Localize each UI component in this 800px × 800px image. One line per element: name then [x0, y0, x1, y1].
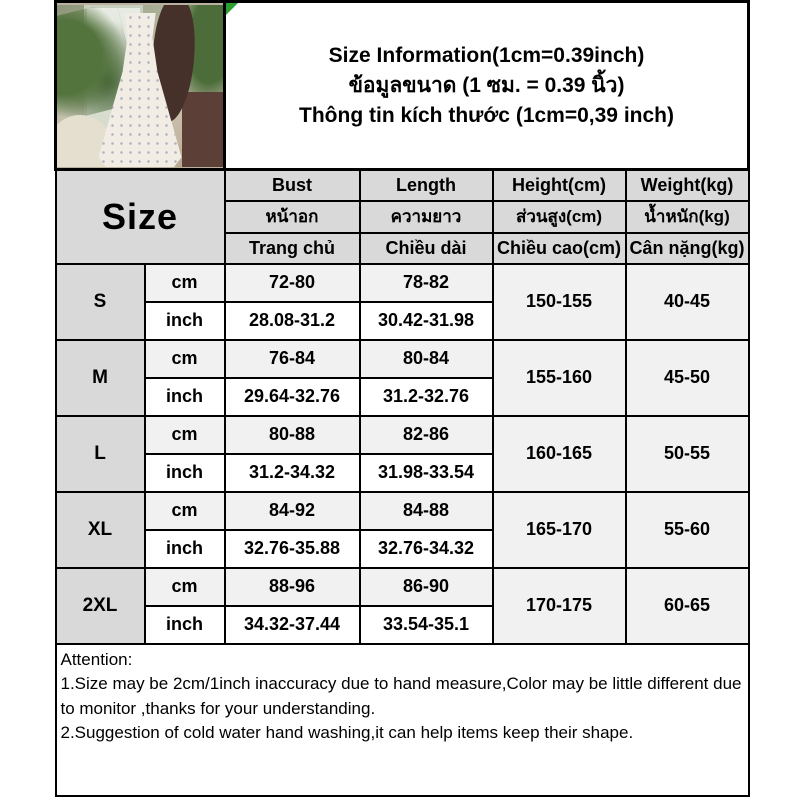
unit-inch-label: inch — [145, 530, 225, 568]
s-length-cm: 78-82 — [360, 264, 493, 302]
header-weight-th: น้ำหนัก(kg) — [626, 201, 749, 233]
2xl-length-inch: 33.54-35.1 — [360, 606, 493, 644]
m-bust-cm: 76-84 — [225, 340, 360, 378]
header-length-th: ความยาว — [360, 201, 493, 233]
size-s-label: S — [56, 264, 145, 340]
unit-cm-label: cm — [145, 416, 225, 454]
unit-cm-label: cm — [145, 340, 225, 378]
product-photo — [57, 5, 223, 167]
xl-bust-inch: 32.76-35.88 — [225, 530, 360, 568]
l-length-inch: 31.98-33.54 — [360, 454, 493, 492]
xl-length-cm: 84-88 — [360, 492, 493, 530]
size-2xl-label: 2XL — [56, 568, 145, 644]
l-bust-inch: 31.2-34.32 — [225, 454, 360, 492]
header-weight-en: Weight(kg) — [626, 170, 749, 201]
size-xl-label: XL — [56, 492, 145, 568]
photo-cabinet — [182, 92, 224, 167]
xl-bust-cm: 84-92 — [225, 492, 360, 530]
size-l-label: L — [56, 416, 145, 492]
title-th: ข้อมูลขนาด (1 ซม. = 0.39 นิ้ว) — [348, 73, 625, 97]
s-bust-inch: 28.08-31.2 — [225, 302, 360, 340]
header-bust-en: Bust — [225, 170, 360, 201]
xl-weight: 55-60 — [626, 492, 749, 568]
l-bust-cm: 80-88 — [225, 416, 360, 454]
unit-cm-label: cm — [145, 264, 225, 302]
header-bust-vi: Trang chủ — [225, 233, 360, 264]
xl-height: 165-170 — [493, 492, 626, 568]
attention-line-1: 1.Size may be 2cm/1inch inaccuracy due to hand measure,Color may be little different due to monitor ,thanks for your understanding. — [60, 674, 742, 718]
xl-length-inch: 32.76-34.32 — [360, 530, 493, 568]
s-weight: 40-45 — [626, 264, 749, 340]
header-height-en: Height(cm) — [493, 170, 626, 201]
l-length-cm: 82-86 — [360, 416, 493, 454]
green-corner-accent-icon — [226, 3, 238, 15]
header-height-th: ส่วนสูง(cm) — [493, 201, 626, 233]
l-height: 160-165 — [493, 416, 626, 492]
header-height-vi: Chiều cao(cm) — [493, 233, 626, 264]
s-length-inch: 30.42-31.98 — [360, 302, 493, 340]
m-length-cm: 80-84 — [360, 340, 493, 378]
l-weight: 50-55 — [626, 416, 749, 492]
title-en: Size Information(1cm=0.39inch) — [328, 43, 645, 67]
title-vi: Thông tin kích thước (1cm=0,39 inch) — [299, 103, 674, 127]
header-length-en: Length — [360, 170, 493, 201]
unit-cm-label: cm — [145, 492, 225, 530]
size-m-label: M — [56, 340, 145, 416]
2xl-length-cm: 86-90 — [360, 568, 493, 606]
header-bust-th: หน้าอก — [225, 201, 360, 233]
2xl-height: 170-175 — [493, 568, 626, 644]
unit-inch-label: inch — [145, 454, 225, 492]
attention-note — [56, 644, 749, 796]
unit-cm-label: cm — [145, 568, 225, 606]
2xl-weight: 60-65 — [626, 568, 749, 644]
header-weight-vi: Cân nặng(kg) — [626, 233, 749, 264]
2xl-bust-cm: 88-96 — [225, 568, 360, 606]
attention-title: Attention: — [60, 649, 133, 669]
m-weight: 45-50 — [626, 340, 749, 416]
attention-line-2: 2.Suggestion of cold water hand washing,it can help items keep their shape. — [60, 723, 634, 743]
size-column-header: Size — [56, 170, 225, 264]
header-length-vi: Chiều dài — [360, 233, 493, 264]
2xl-bust-inch: 34.32-37.44 — [225, 606, 360, 644]
title-cell — [225, 2, 749, 170]
s-bust-cm: 72-80 — [225, 264, 360, 302]
product-photo-cell — [56, 2, 225, 170]
m-length-inch: 31.2-32.76 — [360, 378, 493, 416]
size-table — [54, 0, 750, 797]
s-height: 150-155 — [493, 264, 626, 340]
unit-inch-label: inch — [145, 606, 225, 644]
m-bust-inch: 29.64-32.76 — [225, 378, 360, 416]
m-height: 155-160 — [493, 340, 626, 416]
unit-inch-label: inch — [145, 302, 225, 340]
unit-inch-label: inch — [145, 378, 225, 416]
